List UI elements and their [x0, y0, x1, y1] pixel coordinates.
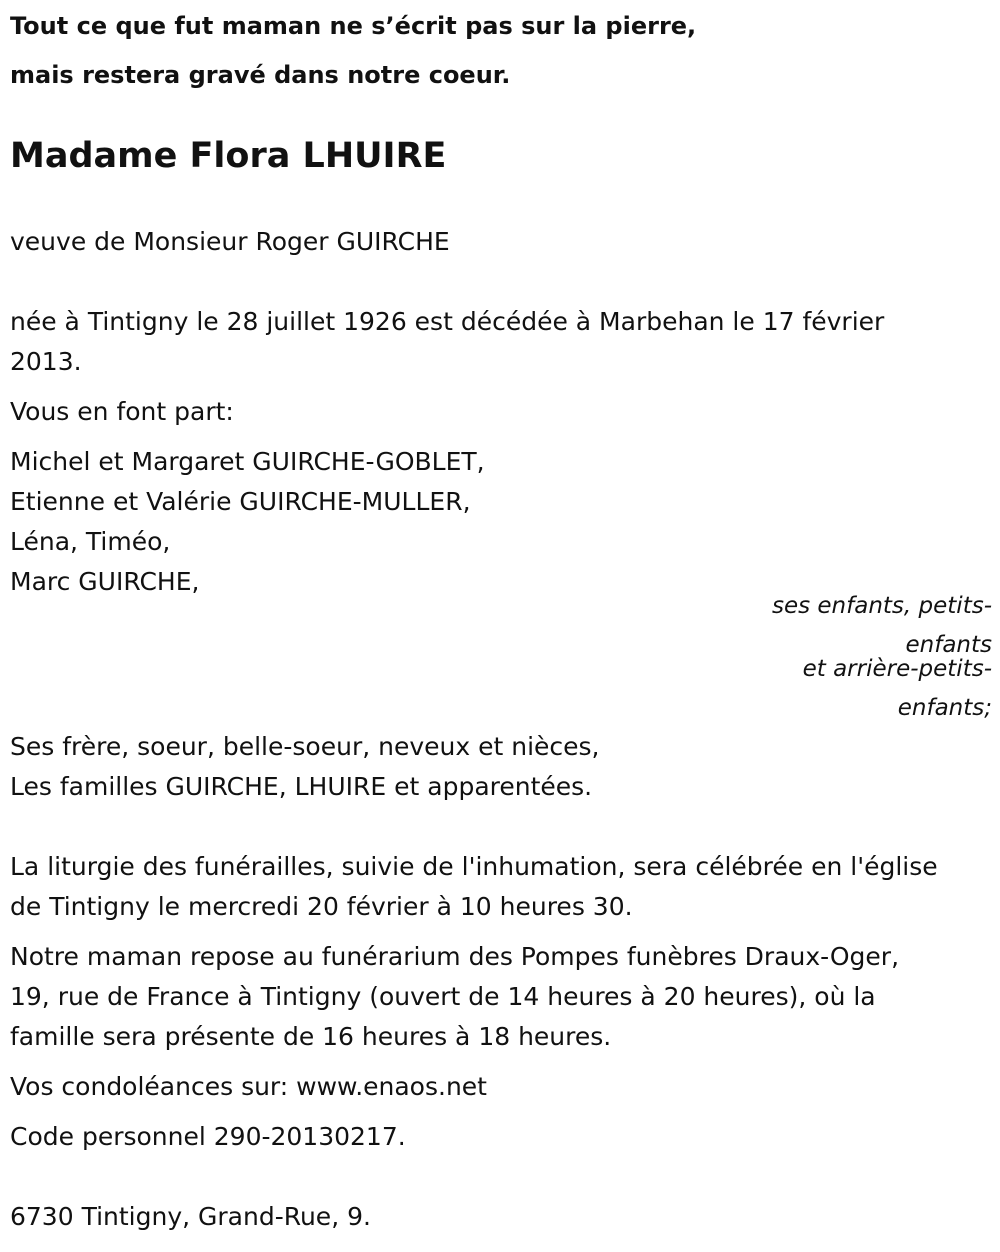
- family-member: Marc GUIRCHE,: [10, 567, 200, 596]
- relation-text: enfants: [905, 632, 992, 658]
- liturgy-line-1: La liturgie des funérailles, suivie de l'inhumation, sera célébrée en l'église: [10, 852, 938, 881]
- other-relatives: Ses frère, soeur, belle-soeur, neveux et nièces,: [10, 732, 600, 761]
- deceased-name: Madame Flora LHUIRE: [10, 136, 447, 176]
- epitaph-line-1: Tout ce que fut maman ne s’écrit pas sur la pierre,: [10, 12, 697, 40]
- family-member: Léna, Timéo,: [10, 527, 171, 556]
- family-member: Etienne et Valérie GUIRCHE-MULLER,: [10, 487, 471, 516]
- relation-text: ses enfants, petits-: [771, 593, 992, 619]
- rest-line-3: famille sera présente de 16 heures à 18 heures.: [10, 1022, 612, 1051]
- announcement-intro: Vous en font part:: [10, 397, 234, 426]
- relation-text: et arrière-petits-: [802, 656, 992, 682]
- epitaph-line-2: mais restera gravé dans notre coeur.: [10, 61, 511, 89]
- relation-text: enfants;: [897, 695, 992, 721]
- widow-of: veuve de Monsieur Roger GUIRCHE: [10, 227, 450, 256]
- personal-code: Code personnel 290-20130217.: [10, 1122, 406, 1151]
- other-relatives: Les familles GUIRCHE, LHUIRE et apparentées.: [10, 772, 593, 801]
- liturgy-line-2: de Tintigny le mercredi 20 février à 10 heures 30.: [10, 892, 633, 921]
- address: 6730 Tintigny, Grand-Rue, 9.: [10, 1202, 371, 1231]
- condolences-link: Vos condoléances sur: www.enaos.net: [10, 1072, 487, 1101]
- rest-line-1: Notre maman repose au funérarium des Pompes funèbres Draux-Oger,: [10, 942, 900, 971]
- rest-line-2: 19, rue de France à Tintigny (ouvert de 14 heures à 20 heures), où la: [10, 982, 876, 1011]
- family-member: Michel et Margaret GUIRCHE-GOBLET,: [10, 447, 485, 476]
- birth-death-line-2: 2013.: [10, 347, 82, 376]
- birth-death-line-1: née à Tintigny le 28 juillet 1926 est décédée à Marbehan le 17 février: [10, 307, 885, 336]
